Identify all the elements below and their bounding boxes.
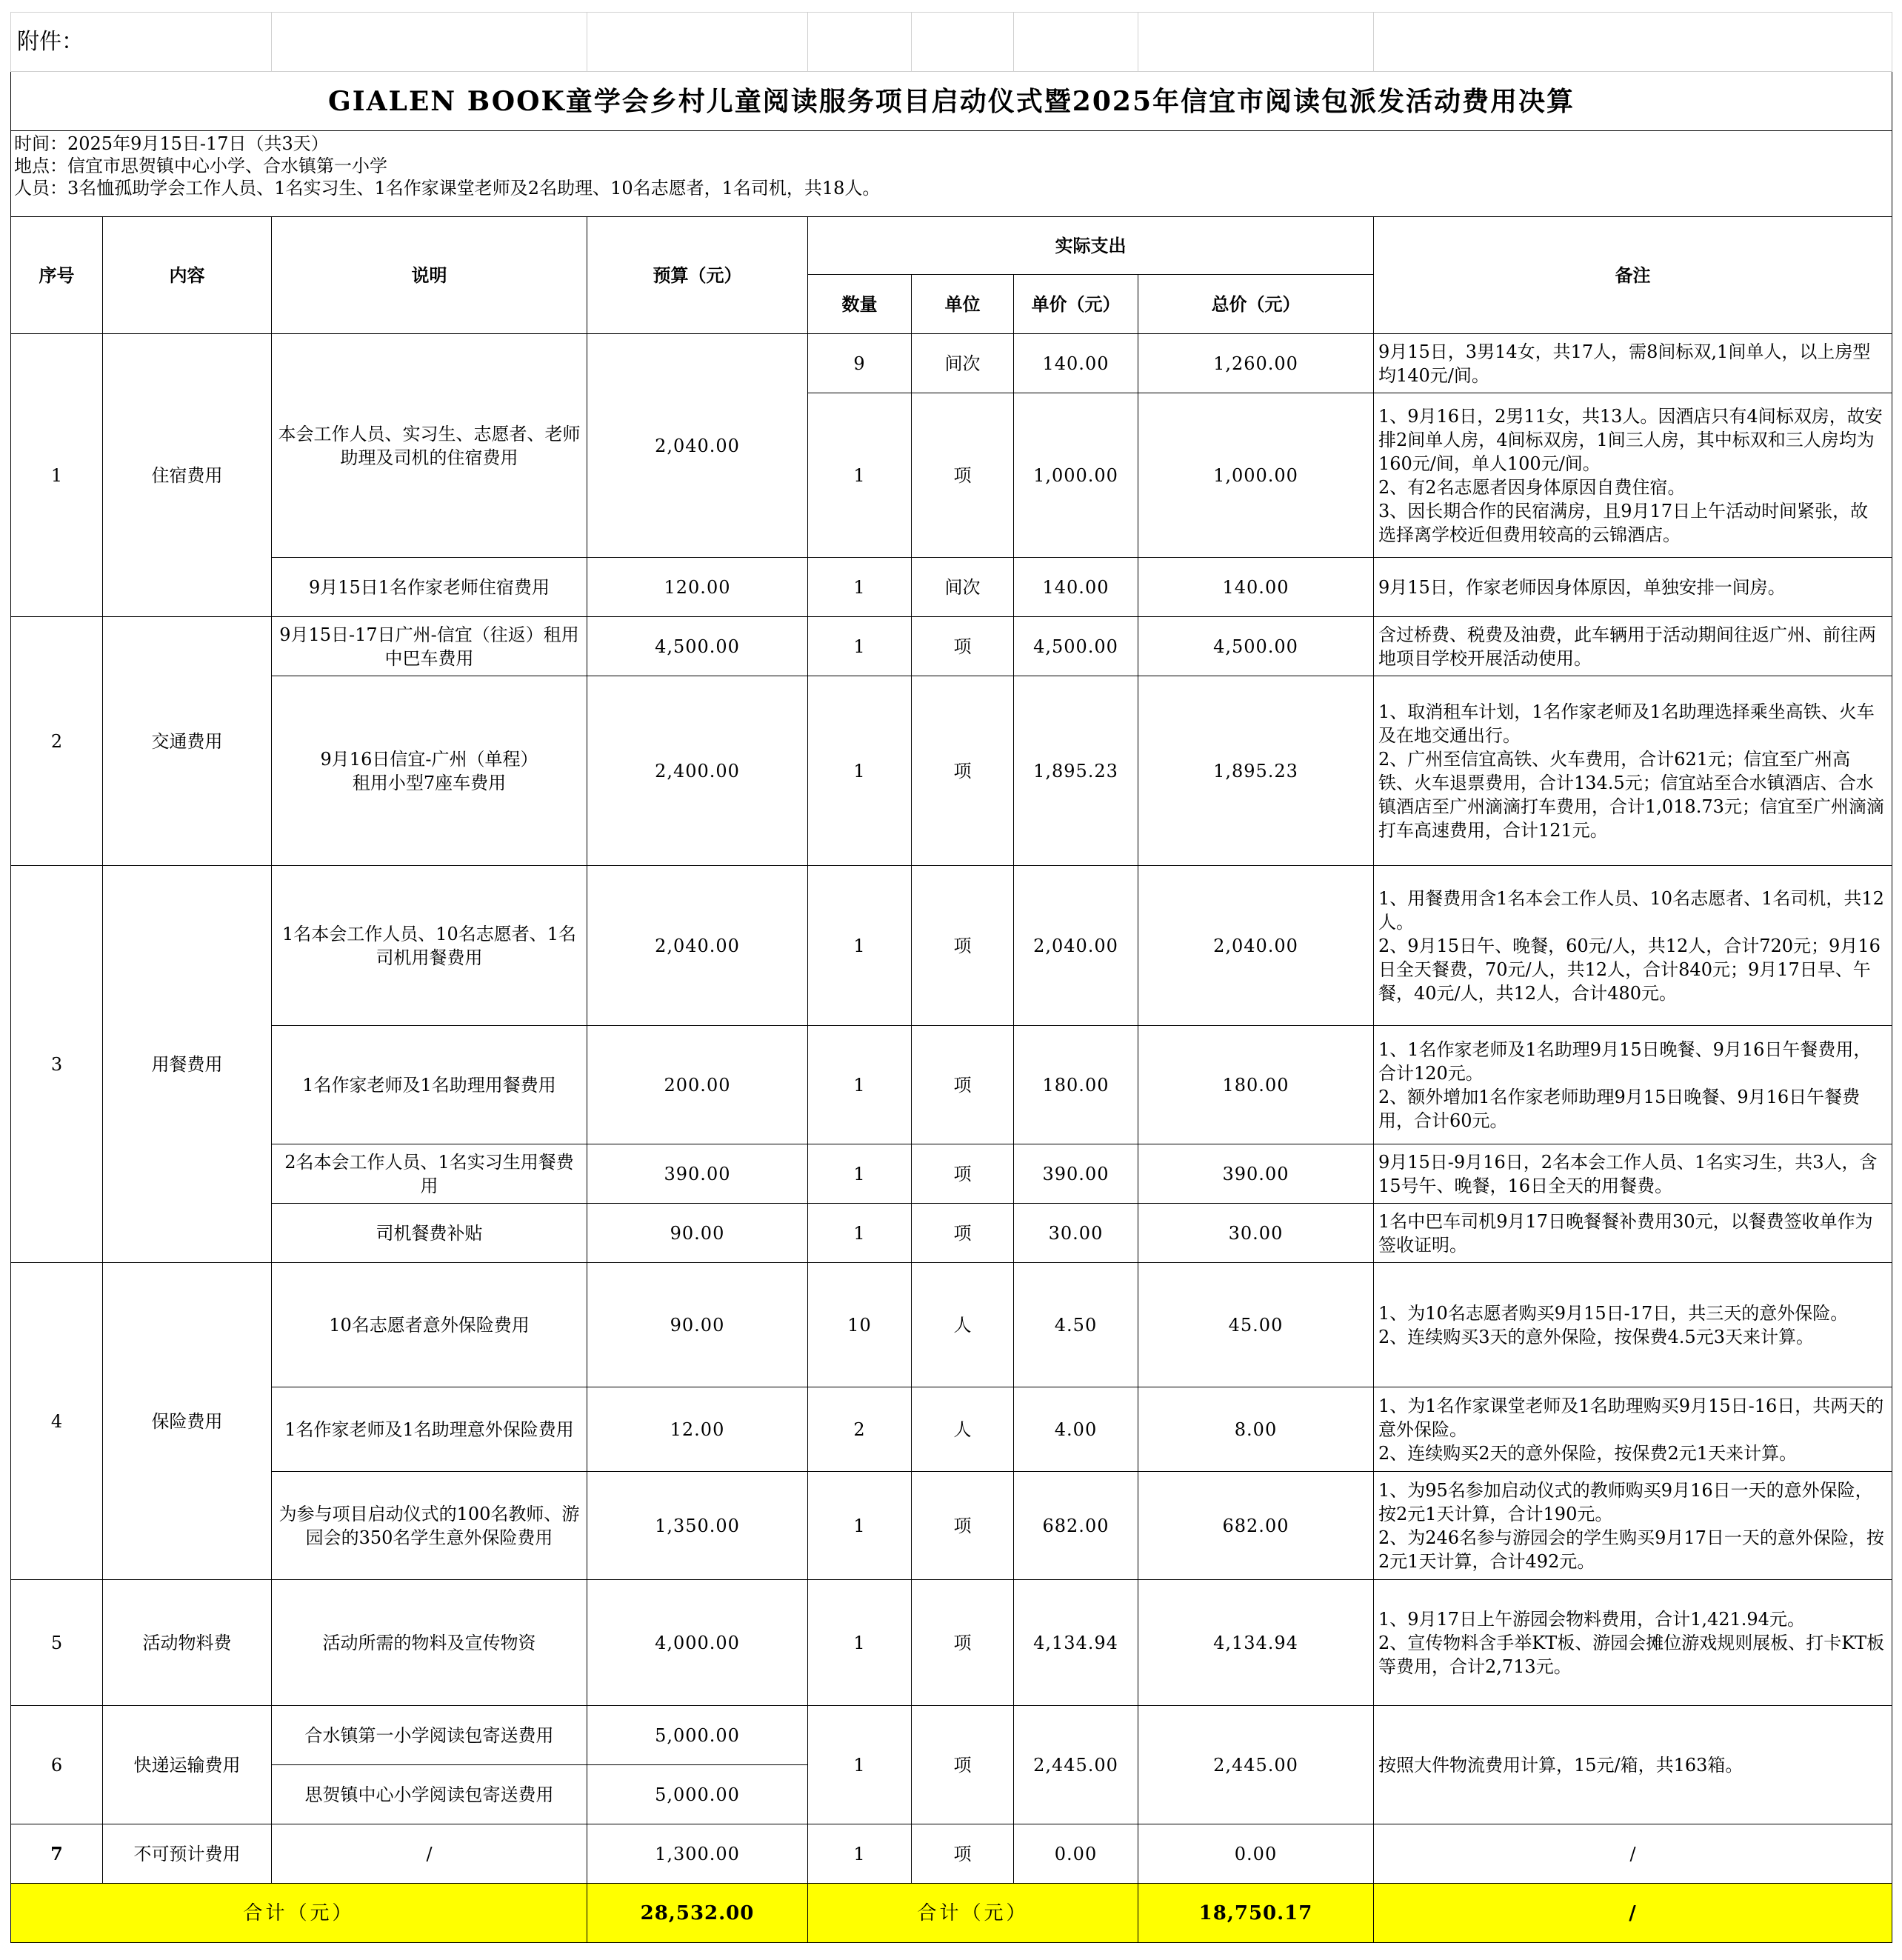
- row-unit: 间次: [912, 334, 1014, 393]
- title-row: [11, 72, 1892, 131]
- attachment-row: [11, 13, 1892, 72]
- row-price: 140.00: [1014, 334, 1138, 393]
- row-desc: 9月15日-17日广州-信宜（往返）租用中巴车费用: [272, 617, 587, 676]
- row-qty: 1: [808, 1026, 912, 1144]
- empty-cell: [912, 13, 1014, 72]
- row-desc: 2名本会工作人员、1名实习生用餐费用: [272, 1144, 587, 1204]
- info-row: [11, 131, 1892, 217]
- row-unit: 项: [912, 676, 1014, 866]
- row-desc: 10名志愿者意外保险费用: [272, 1263, 587, 1387]
- row-total: 0.00: [1138, 1824, 1374, 1884]
- total-actual-label: 合计（元）: [808, 1884, 1138, 1943]
- row-desc: 本会工作人员、实习生、志愿者、老师助理及司机的住宿费用: [272, 334, 587, 558]
- row-price: 2,040.00: [1014, 866, 1138, 1026]
- event-time: 时间：2025年9月15日-17日（共3天）: [14, 133, 329, 154]
- header-desc: 说明: [272, 217, 587, 334]
- row-unit: 项: [912, 1026, 1014, 1144]
- row-qty: 1: [808, 1706, 912, 1824]
- row-unit: 项: [912, 393, 1014, 558]
- empty-cell: [272, 13, 587, 72]
- row-budget: 2,040.00: [587, 334, 808, 558]
- row-qty: 1: [808, 1144, 912, 1204]
- row-total: 180.00: [1138, 1026, 1374, 1144]
- row-remark: 1、9月17日上午游园会物料费用，合计1,421.94元。 2、宣传物料含手举KT板、游园会摊位游戏规则展板、打卡KT板等费用，合计2,713元。: [1374, 1580, 1892, 1706]
- row-desc: 合水镇第一小学阅读包寄送费用: [272, 1706, 587, 1765]
- row-seq: 5: [11, 1580, 103, 1706]
- row-total: 1,000.00: [1138, 393, 1374, 558]
- table-row: [11, 558, 1892, 617]
- row-unit: 人: [912, 1263, 1014, 1387]
- row-remark: 9月15日，作家老师因身体原因，单独安排一间房。: [1374, 558, 1892, 617]
- table-row: [11, 1824, 1892, 1884]
- total-actual: 18,750.17: [1138, 1884, 1374, 1943]
- row-desc: 思贺镇中心小学阅读包寄送费用: [272, 1765, 587, 1824]
- row-remark: 1、为95名参加启动仪式的教师购买9月16日一天的意外保险，按2元1天计算，合计190元。 2、为246名参与游园会的学生购买9月17日一天的意外保险，按2元1天计算，合计492元。: [1374, 1472, 1892, 1580]
- row-remark: 1名中巴车司机9月17日晚餐餐补费用30元，以餐费签收单作为签收证明。: [1374, 1204, 1892, 1263]
- row-remark: 1、取消租车计划，1名作家老师及1名助理选择乘坐高铁、火车及在地交通出行。 2、广州至信宜高铁、火车费用，合计621元；信宜至广州高铁、火车退票费用，合计134.5元；信宜站至合水镇酒店、合水镇酒店至广州滴滴打车费用，合计1,018.73元；信宜至广州滴滴打车高速费用，合计121元。: [1374, 676, 1892, 866]
- row-total: 390.00: [1138, 1144, 1374, 1204]
- row-total: 45.00: [1138, 1263, 1374, 1387]
- row-remark: 9月15日，3男14女，共17人，需8间标双,1间单人，以上房型均140元/间。: [1374, 334, 1892, 393]
- total-row: [11, 1884, 1892, 1943]
- total-budget: 28,532.00: [587, 1884, 808, 1943]
- row-qty: 1: [808, 676, 912, 866]
- row-qty: 1: [808, 1472, 912, 1580]
- row-budget: 4,000.00: [587, 1580, 808, 1706]
- row-seq: 1: [11, 334, 103, 617]
- table-row: [11, 1387, 1892, 1472]
- row-unit: 项: [912, 1706, 1014, 1824]
- row-desc: /: [272, 1824, 587, 1884]
- row-budget: 90.00: [587, 1204, 808, 1263]
- row-total: 2,445.00: [1138, 1706, 1374, 1824]
- row-remark: 按照大件物流费用计算，15元/箱，共163箱。: [1374, 1706, 1892, 1824]
- table-row: [11, 1204, 1892, 1263]
- row-total: 140.00: [1138, 558, 1374, 617]
- spreadsheet: [10, 12, 1892, 1943]
- row-price: 4,134.94: [1014, 1580, 1138, 1706]
- row-qty: 1: [808, 393, 912, 558]
- row-desc: 活动所需的物料及宣传物资: [272, 1580, 587, 1706]
- header-qty: 数量: [808, 275, 912, 334]
- row-qty: 1: [808, 1580, 912, 1706]
- row-qty: 1: [808, 866, 912, 1026]
- row-category: 快递运输费用: [103, 1706, 272, 1824]
- empty-cell: [587, 13, 808, 72]
- row-remark: 1、1名作家老师及1名助理9月15日晚餐、9月16日午餐费用，合计120元。 2、额外增加1名作家老师助理9月15日晚餐、9月16日午餐费用，合计60元。: [1374, 1026, 1892, 1144]
- row-unit: 项: [912, 1580, 1014, 1706]
- row-budget: 390.00: [587, 1144, 808, 1204]
- row-unit: 人: [912, 1387, 1014, 1472]
- row-total: 1,895.23: [1138, 676, 1374, 866]
- row-desc: 1名作家老师及1名助理用餐费用: [272, 1026, 587, 1144]
- row-price: 30.00: [1014, 1204, 1138, 1263]
- budget-table: [10, 12, 1892, 1943]
- row-category: 保险费用: [103, 1263, 272, 1580]
- row-price: 0.00: [1014, 1824, 1138, 1884]
- table-row: [11, 866, 1892, 1026]
- row-category: 不可预计费用: [103, 1824, 272, 1884]
- table-row: [11, 617, 1892, 676]
- row-unit: 项: [912, 1824, 1014, 1884]
- row-category: 交通费用: [103, 617, 272, 866]
- row-remark: 1、9月16日，2男11女，共13人。因酒店只有4间标双房，故安排2间单人房，4间标双房，1间三人房，其中标双和三人房均为160元/间，单人100元/间。 2、有2名志愿者因身体原因自费住宿。 3、因长期合作的民宿满房，且9月17日上午活动时间紧张，故选择离学校近但费用较高的云锦酒店。: [1374, 393, 1892, 558]
- row-desc: 9月15日1名作家老师住宿费用: [272, 558, 587, 617]
- row-qty: 2: [808, 1387, 912, 1472]
- row-budget: 5,000.00: [587, 1706, 808, 1765]
- table-row: [11, 1706, 1892, 1765]
- row-desc: 司机餐费补贴: [272, 1204, 587, 1263]
- table-row: [11, 1472, 1892, 1580]
- table-row: [11, 1144, 1892, 1204]
- table-row: [11, 1580, 1892, 1706]
- row-unit: 间次: [912, 558, 1014, 617]
- row-total: 1,260.00: [1138, 334, 1374, 393]
- row-budget: 1,300.00: [587, 1824, 808, 1884]
- header-total: 总价（元）: [1138, 275, 1374, 334]
- row-seq: 7: [11, 1824, 103, 1884]
- row-remark: 9月15日-9月16日，2名本会工作人员、1名实习生，共3人，含15号午、晚餐，16日全天的用餐费。: [1374, 1144, 1892, 1204]
- sheet-title: GIALEN BOOK童学会乡村儿童阅读服务项目启动仪式暨2025年信宜市阅读包派发活动费用决算: [11, 72, 1892, 131]
- row-price: 390.00: [1014, 1144, 1138, 1204]
- row-qty: 1: [808, 617, 912, 676]
- row-category: 住宿费用: [103, 334, 272, 617]
- row-remark: 含过桥费、税费及油费，此车辆用于活动期间往返广州、前往两地项目学校开展活动使用。: [1374, 617, 1892, 676]
- row-total: 4,500.00: [1138, 617, 1374, 676]
- header-seq: 序号: [11, 217, 103, 334]
- row-price: 4,500.00: [1014, 617, 1138, 676]
- row-desc: 为参与项目启动仪式的100名教师、游园会的350名学生意外保险费用: [272, 1472, 587, 1580]
- row-price: 682.00: [1014, 1472, 1138, 1580]
- row-total: 4,134.94: [1138, 1580, 1374, 1706]
- row-category: 用餐费用: [103, 866, 272, 1263]
- row-price: 2,445.00: [1014, 1706, 1138, 1824]
- row-unit: 项: [912, 866, 1014, 1026]
- row-budget: 5,000.00: [587, 1765, 808, 1824]
- table-row: [11, 1026, 1892, 1144]
- empty-cell: [1138, 13, 1374, 72]
- row-budget: 2,040.00: [587, 866, 808, 1026]
- row-total: 682.00: [1138, 1472, 1374, 1580]
- row-unit: 项: [912, 1472, 1014, 1580]
- row-price: 4.50: [1014, 1263, 1138, 1387]
- row-desc: 9月16日信宜-广州（单程） 租用小型7座车费用: [272, 676, 587, 866]
- row-total: 8.00: [1138, 1387, 1374, 1472]
- row-price: 180.00: [1014, 1026, 1138, 1144]
- row-price: 1,000.00: [1014, 393, 1138, 558]
- row-unit: 项: [912, 1144, 1014, 1204]
- header-price: 单价（元）: [1014, 275, 1138, 334]
- row-desc: 1名本会工作人员、10名志愿者、1名司机用餐费用: [272, 866, 587, 1026]
- attachment-label: 附件：: [11, 13, 272, 72]
- empty-cell: [808, 13, 912, 72]
- row-budget: 200.00: [587, 1026, 808, 1144]
- row-remark: 1、用餐费用含1名本会工作人员、10名志愿者、1名司机，共12人。 2、9月15日午、晚餐，60元/人，共12人，合计720元；9月16日全天餐费，70元/人，共12人，合计840元；9月17日早、午餐，40元/人，共12人，合计480元。: [1374, 866, 1892, 1026]
- header-row-1: [11, 217, 1892, 275]
- row-qty: 10: [808, 1263, 912, 1387]
- row-category: 活动物料费: [103, 1580, 272, 1706]
- row-budget: 120.00: [587, 558, 808, 617]
- empty-cell: [1374, 13, 1892, 72]
- header-unit: 单位: [912, 275, 1014, 334]
- row-seq: 4: [11, 1263, 103, 1580]
- total-remark: /: [1374, 1884, 1892, 1943]
- row-budget: 1,350.00: [587, 1472, 808, 1580]
- row-seq: 2: [11, 617, 103, 866]
- row-seq: 3: [11, 866, 103, 1263]
- row-remark: 1、为10名志愿者购买9月15日-17日，共三天的意外保险。 2、连续购买3天的意外保险，按保费4.5元3天来计算。: [1374, 1263, 1892, 1387]
- row-desc: 1名作家老师及1名助理意外保险费用: [272, 1387, 587, 1472]
- total-label: 合计（元）: [11, 1884, 587, 1943]
- row-budget: 2,400.00: [587, 676, 808, 866]
- row-unit: 项: [912, 617, 1014, 676]
- header-budget: 预算（元）: [587, 217, 808, 334]
- table-row: [11, 334, 1892, 393]
- event-info: [11, 131, 1892, 217]
- event-place: 地点：信宜市思贺镇中心小学、合水镇第一小学: [14, 156, 387, 176]
- header-actual: 实际支出: [808, 217, 1374, 275]
- row-price: 4.00: [1014, 1387, 1138, 1472]
- table-row: [11, 1263, 1892, 1387]
- table-row: [11, 676, 1892, 866]
- row-price: 1,895.23: [1014, 676, 1138, 866]
- row-seq: 6: [11, 1706, 103, 1824]
- row-qty: 1: [808, 1824, 912, 1884]
- row-unit: 项: [912, 1204, 1014, 1263]
- row-remark: 1、为1名作家课堂老师及1名助理购买9月15日-16日，共两天的意外保险。 2、连续购买2天的意外保险，按保费2元1天来计算。: [1374, 1387, 1892, 1472]
- row-budget: 4,500.00: [587, 617, 808, 676]
- row-total: 30.00: [1138, 1204, 1374, 1263]
- header-content: 内容: [103, 217, 272, 334]
- empty-cell: [1014, 13, 1138, 72]
- row-remark: /: [1374, 1824, 1892, 1884]
- row-budget: 12.00: [587, 1387, 808, 1472]
- row-budget: 90.00: [587, 1263, 808, 1387]
- header-remark: 备注: [1374, 217, 1892, 334]
- event-people: 人员：3名恤孤助学会工作人员、1名实习生、1名作家课堂老师及2名助理、10名志愿者，1名司机，共18人。: [14, 178, 881, 199]
- row-price: 140.00: [1014, 558, 1138, 617]
- row-qty: 1: [808, 1204, 912, 1263]
- row-qty: 1: [808, 558, 912, 617]
- row-total: 2,040.00: [1138, 866, 1374, 1026]
- row-qty: 9: [808, 334, 912, 393]
